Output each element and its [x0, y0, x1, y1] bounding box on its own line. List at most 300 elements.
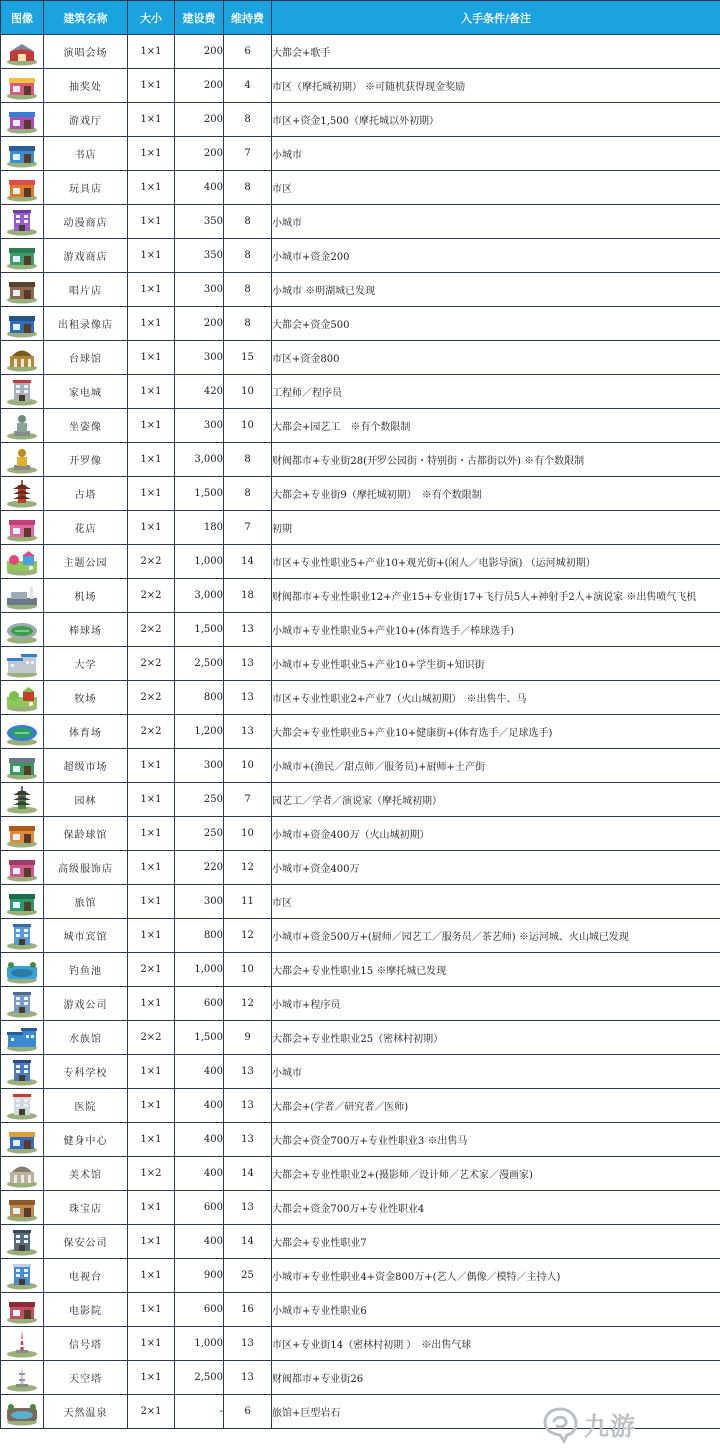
cell-image	[1, 307, 44, 341]
cell-image	[1, 103, 44, 137]
fitness-center-icon	[5, 1126, 39, 1154]
cell-image	[1, 783, 44, 817]
cell-size: 1×1	[128, 987, 175, 1021]
cell-note: 市区（摩托城初期） ※可随机获得现金奖励	[272, 69, 720, 103]
cell-name: 唱片店	[44, 273, 128, 307]
table-row	[1, 681, 720, 715]
garden-icon	[5, 786, 39, 814]
cell-cost: 200	[175, 69, 224, 103]
cell-cost: 400	[175, 1089, 224, 1123]
cell-image	[1, 1361, 44, 1395]
table-row	[1, 239, 720, 273]
cell-name: 坐姿像	[44, 409, 128, 443]
cell-maintenance: 13	[224, 1123, 272, 1157]
cell-image	[1, 715, 44, 749]
cell-image	[1, 1123, 44, 1157]
cell-note: 小城市	[272, 205, 720, 239]
cell-size: 1×1	[128, 35, 175, 69]
cell-image	[1, 681, 44, 715]
cell-note: 大都会+专业性职业15 ※摩托城已发现	[272, 953, 720, 987]
cell-maintenance: 10	[224, 817, 272, 851]
cell-name: 古塔	[44, 477, 128, 511]
cell-cost: 250	[175, 817, 224, 851]
cell-cost: 400	[175, 1123, 224, 1157]
cell-maintenance: 8	[224, 477, 272, 511]
boutique-icon	[5, 854, 39, 882]
table-row	[1, 511, 720, 545]
cell-maintenance: 8	[224, 205, 272, 239]
cell-size: 1×1	[128, 1259, 175, 1293]
cell-cost: 200	[175, 35, 224, 69]
table-row	[1, 137, 720, 171]
cell-cost: 1,200	[175, 715, 224, 749]
cell-name: 演唱会场	[44, 35, 128, 69]
cell-name: 保安公司	[44, 1225, 128, 1259]
cell-cost: 1,000	[175, 953, 224, 987]
cell-maintenance: 13	[224, 1327, 272, 1361]
cell-image	[1, 35, 44, 69]
cell-size: 1×1	[128, 273, 175, 307]
cell-size: 2×2	[128, 647, 175, 681]
cell-note: 小城市+专业性职业5+产业10+学生街+知识街	[272, 647, 720, 681]
table-row	[1, 171, 720, 205]
cell-note: 市区+资金800	[272, 341, 720, 375]
cell-note: 小城市+专业性职业6	[272, 1293, 720, 1327]
cell-image	[1, 1191, 44, 1225]
cell-cost: 220	[175, 851, 224, 885]
table-row	[1, 1123, 720, 1157]
cell-size: 1×1	[128, 919, 175, 953]
table-row	[1, 1225, 720, 1259]
cell-cost: 200	[175, 307, 224, 341]
cell-name: 天然温泉	[44, 1395, 128, 1429]
airport-icon	[5, 582, 39, 610]
header-image: 图像	[1, 1, 44, 35]
cell-name: 超级市场	[44, 749, 128, 783]
cell-maintenance: 14	[224, 545, 272, 579]
cell-note: 大都会+专业性职业7	[272, 1225, 720, 1259]
cell-note: 初期	[272, 511, 720, 545]
cell-maintenance: 18	[224, 579, 272, 613]
game-company-icon	[5, 990, 39, 1018]
cell-note: 市区+专业街14（密林村初期 ） ※出售气球	[272, 1327, 720, 1361]
header-cost: 建设费	[175, 1, 224, 35]
ranch-icon	[5, 684, 39, 712]
record-store-icon	[5, 276, 39, 304]
table-row	[1, 1395, 720, 1429]
cell-cost: 200	[175, 137, 224, 171]
cell-name: 高级服饰店	[44, 851, 128, 885]
cell-name: 美术馆	[44, 1157, 128, 1191]
cell-size: 1×1	[128, 1225, 175, 1259]
cell-image	[1, 1327, 44, 1361]
cell-size: 1×1	[128, 1123, 175, 1157]
cell-maintenance: 16	[224, 1293, 272, 1327]
table-row	[1, 953, 720, 987]
cell-size: 1×1	[128, 239, 175, 273]
cell-size: 1×1	[128, 443, 175, 477]
cell-image	[1, 375, 44, 409]
cell-cost: 900	[175, 1259, 224, 1293]
cell-size: 2×2	[128, 715, 175, 749]
cell-maintenance: 13	[224, 613, 272, 647]
cell-size: 1×1	[128, 1089, 175, 1123]
cell-maintenance: 8	[224, 307, 272, 341]
cell-name: 游戏厅	[44, 103, 128, 137]
cell-name: 游戏商店	[44, 239, 128, 273]
cell-note: 旅馆+巨型岩石	[272, 1395, 720, 1429]
table-row	[1, 647, 720, 681]
cell-image	[1, 545, 44, 579]
cell-size: 1×1	[128, 103, 175, 137]
cell-name: 水族馆	[44, 1021, 128, 1055]
cell-size: 1×1	[128, 137, 175, 171]
cell-size: 2×2	[128, 579, 175, 613]
cell-image	[1, 647, 44, 681]
toy-store-icon	[5, 174, 39, 202]
cell-image	[1, 1395, 44, 1429]
college-icon	[5, 1058, 39, 1086]
cell-image	[1, 885, 44, 919]
cell-note: 小城市	[272, 1055, 720, 1089]
table-header-row	[1, 1, 720, 35]
cell-size: 1×1	[128, 1055, 175, 1089]
cell-size: 1×1	[128, 851, 175, 885]
cell-note: 大都会+园艺工 ※有个数限制	[272, 409, 720, 443]
cell-image	[1, 749, 44, 783]
cell-size: 1×1	[128, 783, 175, 817]
cell-cost: 2,500	[175, 1361, 224, 1395]
cell-note: 市区+资金1,500（摩托城以外初期）	[272, 103, 720, 137]
cell-image	[1, 1021, 44, 1055]
cell-name: 体育场	[44, 715, 128, 749]
cell-maintenance: 7	[224, 511, 272, 545]
cell-name: 主题公园	[44, 545, 128, 579]
cell-image	[1, 919, 44, 953]
header-maintenance: 维持费	[224, 1, 272, 35]
cell-size: 1×1	[128, 1293, 175, 1327]
cell-maintenance: 14	[224, 1157, 272, 1191]
table-row	[1, 817, 720, 851]
pagoda-icon	[5, 480, 39, 508]
cell-image	[1, 579, 44, 613]
table-row	[1, 205, 720, 239]
table-row	[1, 1327, 720, 1361]
table-row	[1, 613, 720, 647]
cell-note: 小城市+专业性职业5+产业10+(体育选手／棒球选手)	[272, 613, 720, 647]
cell-note: 小城市	[272, 137, 720, 171]
cell-cost: 300	[175, 885, 224, 919]
cell-name: 棒球场	[44, 613, 128, 647]
cell-note: 小城市+资金400万	[272, 851, 720, 885]
cell-cost: 600	[175, 1191, 224, 1225]
cell-cost: 3,000	[175, 443, 224, 477]
cell-cost: 400	[175, 171, 224, 205]
table-row	[1, 1157, 720, 1191]
cell-size: 1×1	[128, 817, 175, 851]
cell-name: 牧场	[44, 681, 128, 715]
table-row	[1, 1089, 720, 1123]
cell-cost: 1,000	[175, 545, 224, 579]
cell-cost: 300	[175, 273, 224, 307]
cell-size: 1×1	[128, 749, 175, 783]
cell-note: 大都会+专业性职业2+(摄影师／设计师／艺术家／漫画家)	[272, 1157, 720, 1191]
table-row	[1, 375, 720, 409]
header-note: 入手条件/备注	[272, 1, 720, 35]
cell-name: 抽奖处	[44, 69, 128, 103]
table-row	[1, 443, 720, 477]
cell-size: 1×1	[128, 69, 175, 103]
cell-image	[1, 205, 44, 239]
cell-image	[1, 477, 44, 511]
cell-maintenance: 7	[224, 137, 272, 171]
cell-maintenance: 12	[224, 987, 272, 1021]
hospital-icon	[5, 1092, 39, 1120]
art-museum-icon	[5, 1160, 39, 1188]
cell-cost: 250	[175, 783, 224, 817]
table-row	[1, 783, 720, 817]
table-row	[1, 1021, 720, 1055]
cell-note: 大都会+专业街9（摩托城初期） ※有个数限制	[272, 477, 720, 511]
cell-image	[1, 409, 44, 443]
kairo-statue-icon	[5, 446, 39, 474]
cell-note: 大都会+专业性职业25（密林村初期）	[272, 1021, 720, 1055]
cell-name: 机场	[44, 579, 128, 613]
cell-size: 2×2	[128, 545, 175, 579]
cell-maintenance: 13	[224, 715, 272, 749]
cell-cost: -	[175, 1395, 224, 1429]
cell-image	[1, 1055, 44, 1089]
lottery-booth-icon	[5, 72, 39, 100]
cell-size: 1×1	[128, 205, 175, 239]
baseball-stadium-icon	[5, 616, 39, 644]
cell-name: 出租录像店	[44, 307, 128, 341]
cell-cost: 800	[175, 919, 224, 953]
game-shop-icon	[5, 242, 39, 270]
cell-size: 1×1	[128, 307, 175, 341]
cell-maintenance: 13	[224, 647, 272, 681]
cell-note: 市区+专业性职业5+产业10+观光街+(闲人／电影导演) （运河城初期）	[272, 545, 720, 579]
table-body	[1, 35, 720, 1429]
anime-shop-icon	[5, 208, 39, 236]
cell-cost: 300	[175, 341, 224, 375]
cell-image	[1, 1225, 44, 1259]
billiards-hall-icon	[5, 344, 39, 372]
cell-note: 小城市 ※明湖城已发现	[272, 273, 720, 307]
watermark-text: 九游	[584, 1412, 637, 1441]
cell-note: 财阀都市+专业街26	[272, 1361, 720, 1395]
cell-name: 台球馆	[44, 341, 128, 375]
cell-maintenance: 25	[224, 1259, 272, 1293]
cell-note: 市区+专业性职业2+产业7（火山城初期） ※出售牛、马	[272, 681, 720, 715]
cell-size: 2×1	[128, 1395, 175, 1429]
cell-note: 小城市+专业性职业4+资金800万+(艺人／偶像／模特／主持人)	[272, 1259, 720, 1293]
fishing-pond-icon	[5, 956, 39, 984]
cell-cost: 350	[175, 205, 224, 239]
table-row	[1, 715, 720, 749]
cell-maintenance: 12	[224, 851, 272, 885]
cell-image	[1, 273, 44, 307]
signal-tower-icon	[5, 1330, 39, 1358]
cell-name: 书店	[44, 137, 128, 171]
cell-image	[1, 171, 44, 205]
cell-maintenance: 13	[224, 1089, 272, 1123]
cell-size: 2×2	[128, 1021, 175, 1055]
cell-note: 工程师／程序员	[272, 375, 720, 409]
cell-size: 1×1	[128, 511, 175, 545]
cell-note: 大都会+资金500	[272, 307, 720, 341]
supermarket-icon	[5, 752, 39, 780]
cell-maintenance: 8	[224, 443, 272, 477]
table-row	[1, 307, 720, 341]
table-row	[1, 987, 720, 1021]
cell-cost: 1,500	[175, 477, 224, 511]
city-hotel-icon	[5, 922, 39, 950]
cell-cost: 180	[175, 511, 224, 545]
cell-cost: 1,500	[175, 1021, 224, 1055]
table-row	[1, 1259, 720, 1293]
cell-size: 1×1	[128, 341, 175, 375]
cell-name: 天空塔	[44, 1361, 128, 1395]
cell-name: 旅馆	[44, 885, 128, 919]
cell-size: 1×2	[128, 1157, 175, 1191]
cell-maintenance: 10	[224, 953, 272, 987]
table-row	[1, 1055, 720, 1089]
flower-shop-icon	[5, 514, 39, 542]
cell-note: 财阀都市+专业街28(开罗公园街・特别街・古都街以外) ※有个数限制	[272, 443, 720, 477]
cell-size: 1×1	[128, 375, 175, 409]
table-row	[1, 103, 720, 137]
cell-cost: 400	[175, 1055, 224, 1089]
cell-maintenance: 10	[224, 749, 272, 783]
cell-maintenance: 11	[224, 885, 272, 919]
cell-size: 1×1	[128, 1361, 175, 1395]
cell-cost: 400	[175, 1157, 224, 1191]
table-row	[1, 885, 720, 919]
cell-image	[1, 817, 44, 851]
cell-note: 财阀都市+专业性职业12+产业15+专业街17+飞行员5人+神射手2人+演说家 ※出售喷气飞机	[272, 579, 720, 613]
table-row	[1, 341, 720, 375]
cell-name: 健身中心	[44, 1123, 128, 1157]
header-size: 大小	[128, 1, 175, 35]
cell-name: 保龄球馆	[44, 817, 128, 851]
cell-note: 市区	[272, 885, 720, 919]
cell-note: 大都会+资金700万+专业性职业3 ※出售马	[272, 1123, 720, 1157]
table-row	[1, 1293, 720, 1327]
cell-name: 信号塔	[44, 1327, 128, 1361]
cell-cost: 400	[175, 1225, 224, 1259]
cell-cost: 600	[175, 987, 224, 1021]
cell-cost: 350	[175, 239, 224, 273]
table-row	[1, 545, 720, 579]
cell-note: 大都会+歌手	[272, 35, 720, 69]
cell-image	[1, 987, 44, 1021]
cell-image	[1, 239, 44, 273]
cell-cost: 1,500	[175, 613, 224, 647]
header-name: 建筑名称	[44, 1, 128, 35]
table-row	[1, 1361, 720, 1395]
cell-image	[1, 851, 44, 885]
cell-maintenance: 10	[224, 409, 272, 443]
university-icon	[5, 650, 39, 678]
table-row	[1, 69, 720, 103]
table-row	[1, 35, 720, 69]
cell-maintenance: 8	[224, 273, 272, 307]
inn-icon	[5, 888, 39, 916]
cell-size: 1×1	[128, 171, 175, 205]
cell-name: 大学	[44, 647, 128, 681]
cell-maintenance: 15	[224, 341, 272, 375]
video-rental-icon	[5, 310, 39, 338]
cell-note: 小城市+资金200	[272, 239, 720, 273]
cell-image	[1, 1157, 44, 1191]
cell-image	[1, 69, 44, 103]
cell-cost: 2,500	[175, 647, 224, 681]
cell-image	[1, 1293, 44, 1327]
cell-size: 1×1	[128, 885, 175, 919]
cell-size: 2×2	[128, 613, 175, 647]
cell-name: 花店	[44, 511, 128, 545]
cell-cost: 300	[175, 749, 224, 783]
cell-note: 大都会+(学者／研究者／医师)	[272, 1089, 720, 1123]
cell-cost: 420	[175, 375, 224, 409]
table-row	[1, 273, 720, 307]
cell-note: 大都会+资金700万+专业性职业4	[272, 1191, 720, 1225]
cell-size: 1×1	[128, 1191, 175, 1225]
table-row	[1, 749, 720, 783]
appliance-store-icon	[5, 378, 39, 406]
cell-name: 园林	[44, 783, 128, 817]
cell-maintenance: 8	[224, 239, 272, 273]
jewelry-store-icon	[5, 1194, 39, 1222]
cell-size: 1×1	[128, 1327, 175, 1361]
cell-name: 医院	[44, 1089, 128, 1123]
cell-size: 1×1	[128, 477, 175, 511]
cell-image	[1, 1259, 44, 1293]
sports-stadium-icon	[5, 718, 39, 746]
cell-maintenance: 13	[224, 1361, 272, 1395]
cell-note: 小城市+资金500万+(厨师／园艺工／服务员／茶艺师) ※运河城、火山城已发现	[272, 919, 720, 953]
cell-note: 小城市+(渔民／甜点师／服务员)+厨师+土产街	[272, 749, 720, 783]
aquarium-icon	[5, 1024, 39, 1052]
arcade-icon	[5, 106, 39, 134]
cell-name: 开罗像	[44, 443, 128, 477]
cell-cost: 600	[175, 1293, 224, 1327]
cell-name: 游戏公司	[44, 987, 128, 1021]
cell-maintenance: 10	[224, 375, 272, 409]
cell-image	[1, 1089, 44, 1123]
concert-hall-icon	[5, 38, 39, 66]
cell-cost: 3,000	[175, 579, 224, 613]
cell-image	[1, 341, 44, 375]
cell-maintenance: 6	[224, 1395, 272, 1429]
cell-maintenance: 8	[224, 103, 272, 137]
cell-cost: 1,000	[175, 1327, 224, 1361]
cell-maintenance: 6	[224, 35, 272, 69]
table-row	[1, 1191, 720, 1225]
bowling-alley-icon	[5, 820, 39, 848]
theme-park-icon	[5, 548, 39, 576]
tv-station-icon	[5, 1262, 39, 1290]
cell-maintenance: 4	[224, 69, 272, 103]
cell-maintenance: 13	[224, 681, 272, 715]
table-row	[1, 409, 720, 443]
cell-size: 1×1	[128, 409, 175, 443]
cinema-icon	[5, 1296, 39, 1324]
cell-image	[1, 953, 44, 987]
cell-name: 专科学校	[44, 1055, 128, 1089]
table-row	[1, 919, 720, 953]
